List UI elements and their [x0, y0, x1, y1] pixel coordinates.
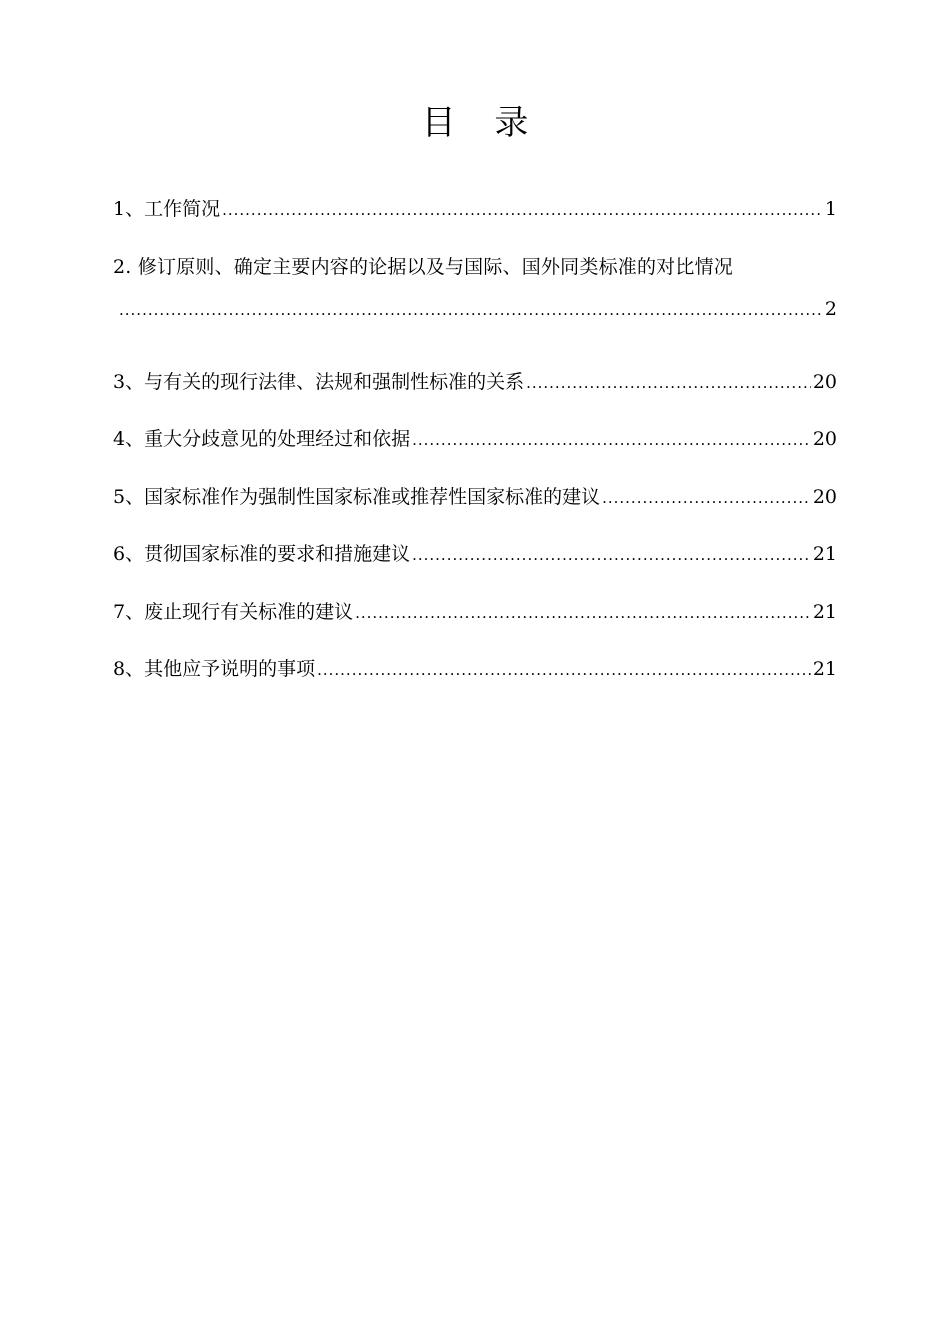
toc-entry-6[interactable]: [113, 537, 837, 595]
dot-leader: [412, 538, 811, 572]
toc-entry-text: 7、废止现行有关标准的建议: [113, 600, 354, 623]
toc-entry-1[interactable]: [113, 192, 837, 250]
toc-page-number: 20: [812, 370, 837, 393]
toc-page-number: 1: [824, 198, 837, 220]
dot-leader: [119, 293, 821, 327]
toc-entry-text: 4、重大分歧意见的处理经过和依据: [113, 428, 411, 450]
toc-entry-8[interactable]: [113, 652, 837, 710]
toc-entry-text: 6、贯彻国家标准的要求和措施建议: [113, 543, 411, 565]
toc-page-number: 21: [812, 658, 837, 680]
toc-entry-3[interactable]: [113, 365, 837, 423]
dot-leader: [317, 653, 811, 687]
toc-page-number: 20: [812, 428, 837, 450]
toc-entry-2[interactable]: [113, 250, 837, 336]
dot-leader: [222, 193, 823, 227]
toc-entry-continuation: [113, 292, 837, 327]
toc-entry-text: 3、与有关的现行法律、法规和强制性标准的关系: [113, 370, 525, 393]
toc-entry-text: 5、国家标准作为强制性国家标准或推荐性国家标准的建议: [113, 485, 601, 508]
toc-entry-text: 8、其他应予说明的事项: [113, 658, 316, 680]
dot-leader: [526, 366, 811, 400]
toc-entry-text: 2. 修订原则、确定主要内容的论据以及与国际、国外同类标准的对比情况: [113, 255, 733, 278]
page-title: 目 录: [421, 103, 543, 143]
toc-page-number: 2: [824, 297, 837, 320]
dot-leader: [602, 481, 811, 515]
toc-page-number: 21: [812, 600, 837, 623]
toc-page-number: 20: [812, 485, 837, 508]
table-of-contents: [113, 192, 837, 710]
toc-entry-4[interactable]: [113, 422, 837, 480]
toc-entry-text: 1、工作简况: [113, 198, 221, 220]
toc-entry-5[interactable]: [113, 480, 837, 538]
dot-leader: [355, 596, 811, 630]
toc-page-number: 21: [812, 543, 837, 565]
dot-leader: [412, 423, 811, 457]
toc-entry-7[interactable]: [113, 595, 837, 653]
